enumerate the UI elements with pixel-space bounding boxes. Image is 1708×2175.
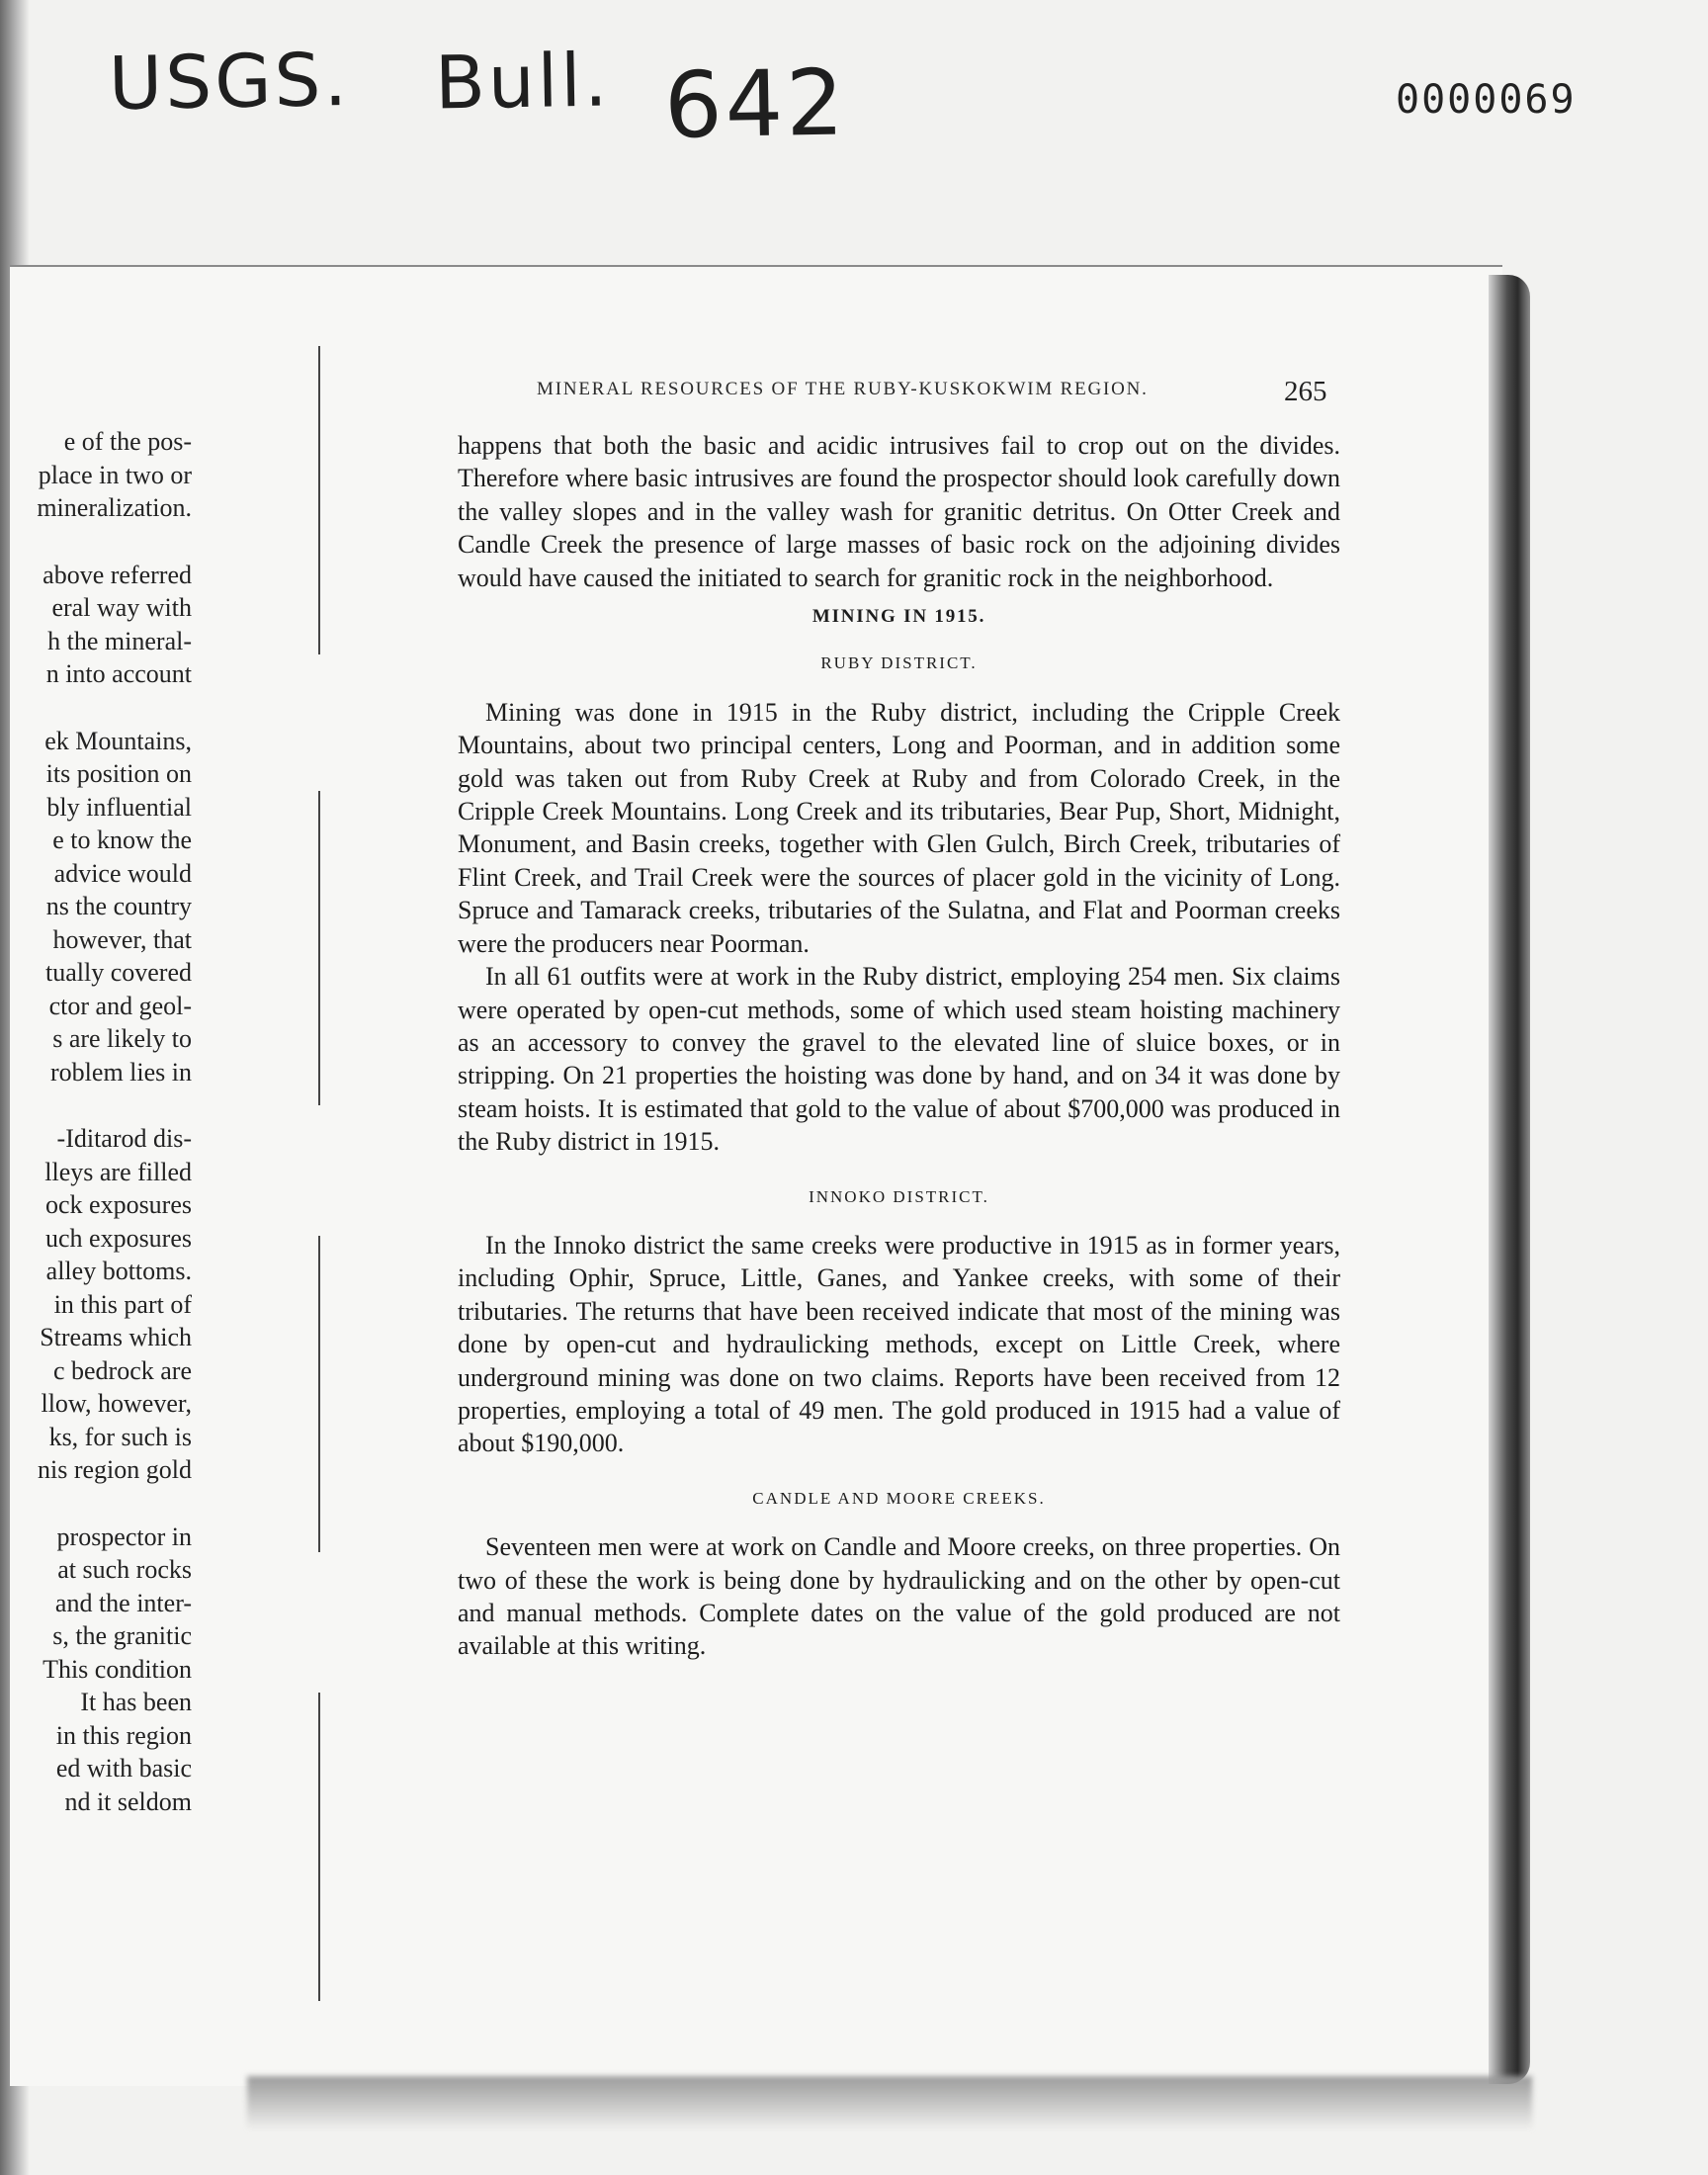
ruby-paragraph-1: Mining was done in 1915 in the Ruby district, including the Cripple Creek Mountains, about two principal centers, Long and Poorman, and in addition some gold was taken out from Ruby Creek at Ruby and from Colorado Creek, in the Cripple Creek Mountains. Long Creek and its tributaries, Bear Pup, Short, Midnight, Monument, and Basin creeks, together with Glen Gulch, Birch Creek, tributaries of Flint Creek, and Trail Creek were the sources of placer gold in the vicinity of Long. Spruce and Tamarack creeks, tributaries of the Sulatna, and Flat and Poorman creeks were the producers near Poorman. <box>458 697 1340 958</box>
candle-moore-paragraph: Seventeen men were at work on Candle and Moore creeks, on three properties. On two of these the work is being done by hydraulicking and on the other by open-cut and manual methods. Complete dates on the value of the gold produced are not available at this writing. <box>458 1532 1340 1661</box>
fragment-line: s, the granitic <box>52 1621 192 1650</box>
page-number: 265 <box>1284 376 1327 407</box>
fragment-line: This condition <box>43 1654 192 1684</box>
section-heading: MINING IN 1915. <box>811 606 986 628</box>
page-bottom-shadow <box>247 2076 1532 2131</box>
fragment-line: -Iditarod dis- <box>56 1124 192 1153</box>
fragment-gap <box>16 1088 192 1122</box>
fragment-line: bly influential <box>46 792 192 822</box>
fragment-line: however, that <box>52 924 192 954</box>
innoko-paragraph: In the Innoko district the same creeks were productive in 1915 as in former years, including Ophir, Spruce, Little, Ganes, and Yankee creeks, with some of their tributaries. The returns that have been received indicate that most of the mining was done by open-cut and hydraulicking methods, except on Little Creek, where underground mining was done on two claims. Reports have been received from 12 properties, employing a total of 49 men. The gold produced in 1915 had a value of about $190,000. <box>458 1230 1340 1458</box>
fragment-line: llow, however, <box>41 1389 192 1418</box>
fragment-line: e to know the <box>52 826 192 854</box>
fragment-line: place in two or <box>38 460 192 489</box>
fragment-line: ks, for such is <box>48 1422 192 1451</box>
fragment-line: nd it seldom <box>64 1786 192 1816</box>
main-text-column <box>458 429 1340 1663</box>
fragment-line: in this region <box>55 1720 192 1750</box>
candle-moore-heading: CANDLE AND MOORE CREEKS. <box>752 1488 1046 1508</box>
fragment-line: tually covered <box>45 958 192 987</box>
fragment-line: h the mineral- <box>47 626 192 655</box>
fragment-line: eral way with <box>51 593 192 622</box>
fragment-line: ctor and geol- <box>48 991 192 1020</box>
handwritten-usgs: USGS. <box>108 37 351 128</box>
fragment-line: at such rocks <box>57 1555 192 1584</box>
fragment-line: advice would <box>53 858 192 888</box>
facing-page-fragment <box>16 425 192 1818</box>
fragment-line: ed with basic <box>55 1754 192 1783</box>
ruby-district-heading: RUBY DISTRICT. <box>820 653 978 673</box>
fragment-line: alley bottoms. <box>45 1257 192 1285</box>
binding-mark <box>318 1693 320 2001</box>
fragment-gap <box>16 1487 192 1521</box>
handwritten-bull: Bull. <box>434 38 612 127</box>
running-head: MINERAL RESOURCES OF THE RUBY-KUSKOKWIM REGION. <box>537 379 1149 399</box>
fragment-line: n into account <box>45 659 192 688</box>
fragment-line: roblem lies in <box>50 1057 192 1087</box>
fragment-line: It has been <box>80 1688 192 1716</box>
fragment-line: prospector in <box>56 1522 192 1551</box>
fragment-line: in this part of <box>53 1289 192 1319</box>
handwritten-number: 642 <box>663 49 848 159</box>
fragment-gap <box>16 691 192 725</box>
fragment-line: Streams which <box>40 1323 192 1351</box>
stamp-number: 0000069 <box>1396 77 1577 123</box>
ruby-paragraph-2: In all 61 outfits were at work in the Ruby district, employing 254 men. Six claims were operated by open-cut methods, some of which used steam hoisting machinery as an accessory to convey the gravel to the elevated line of sluice boxes, or in stripping. On 21 properties the hoisting was done by hand, and on 34 it was done by steam hoists. It is estimated that gold to the value of about $700,000 was produced in the Ruby district in 1915. <box>458 962 1340 1157</box>
fragment-line: its position on <box>45 759 192 788</box>
innoko-district-heading: INNOKO DISTRICT. <box>809 1186 989 1206</box>
fragment-line: and the inter- <box>54 1588 192 1617</box>
fragment-gap <box>16 525 192 559</box>
fragment-line: ek Mountains, <box>44 726 192 755</box>
binding-mark <box>318 1236 320 1552</box>
fragment-line: ns the country <box>45 892 192 920</box>
intro-paragraph: happens that both the basic and acidic intrusives fail to crop out on the divides. Therefore where basic intrusives are found the prospector should look carefully down the valley slopes and in the valley wash for granitic detritus. On Otter Creek and Candle Creek the presence of large masses of basic rock on the adjoining divides would have caused the initiated to search for granitic rock in the neighborhood. <box>458 431 1340 592</box>
binding-mark <box>318 791 320 1105</box>
fragment-line: s are likely to <box>52 1024 192 1053</box>
fragment-line: above referred <box>43 560 192 589</box>
book-spine-edge <box>1489 275 1530 2084</box>
fragment-line: c bedrock are <box>52 1355 192 1385</box>
fragment-line: nis region gold <box>38 1455 192 1484</box>
binding-mark <box>318 346 320 654</box>
fragment-line: uch exposures <box>44 1223 192 1253</box>
fragment-line: e of the pos- <box>63 427 192 456</box>
fragment-line: ock exposures <box>44 1190 192 1219</box>
fragment-line: mineralization. <box>37 493 192 522</box>
fragment-line: lleys are filled <box>44 1157 192 1186</box>
